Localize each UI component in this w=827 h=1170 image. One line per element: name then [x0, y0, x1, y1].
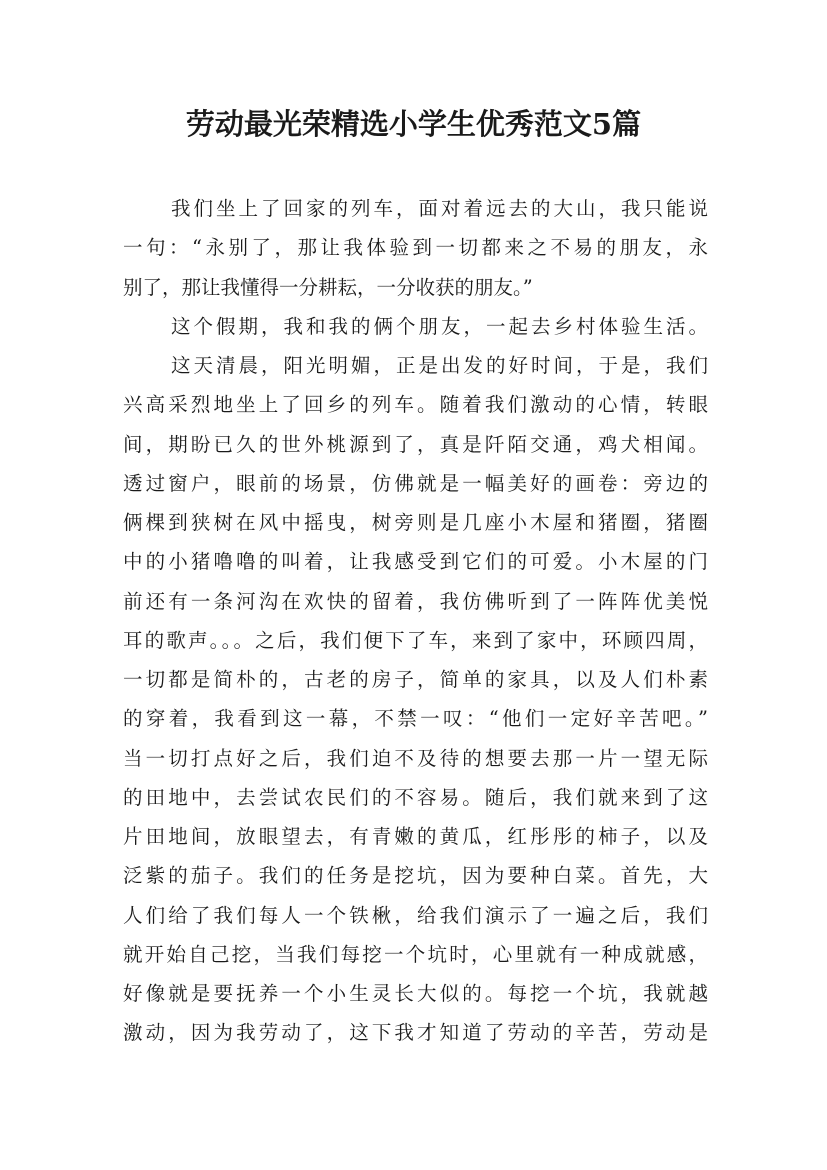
- text-line: 耳的歌声。。。之后，我们便下了车，来到了家中，环顾四周，: [123, 628, 708, 652]
- document-body: [123, 189, 708, 1053]
- text-line: 别了，那让我懂得一分耕耘，一分收获的朋友。”: [123, 275, 533, 299]
- text-line: 激动，因为我劳动了，这下我才知道了劳动的辛苦，劳动是: [123, 1021, 708, 1045]
- text-line: 就开始自己挖，当我们每挖一个坑时，心里就有一种成就感，: [123, 942, 708, 966]
- text-line: 这天清晨，阳光明媚，正是出发的好时间，于是，我们: [171, 354, 708, 377]
- text-line: 人们给了我们每人一个铁楸，给我们演示了一遍之后，我们: [123, 903, 708, 927]
- text-line: 一句：“永别了，那让我体验到一切都来之不易的朋友，永: [123, 236, 708, 260]
- text-line: 我们坐上了回家的列车，面对着远去的大山，我只能说: [171, 197, 708, 220]
- document-title: 劳动最光荣精选小学生优秀范文5篇: [185, 107, 642, 141]
- text-line: 兴高采烈地坐上了回乡的列车。随着我们激动的心情，转眼: [123, 393, 708, 417]
- text-line: 好像就是要抚养一个小生灵长大似的。每挖一个坑，我就越: [123, 982, 708, 1005]
- text-line: 当一切打点好之后，我们迫不及待的想要去那一片一望无际: [123, 746, 708, 770]
- text-line: 片田地间，放眼望去，有青嫩的黄瓜，红彤彤的柿子，以及: [123, 825, 708, 848]
- text-line: 透过窗户，眼前的场景，仿佛就是一幅美好的画卷：旁边的: [123, 471, 708, 495]
- text-line: 泛紫的茄子。我们的任务是挖坑，因为要种白菜。首先，大: [123, 864, 708, 888]
- text-line: 俩棵到狭树在风中摇曳，树旁则是几座小木屋和猪圈，猪圈: [123, 511, 708, 534]
- text-line: 的穿着，我看到这一幕，不禁一叹：“他们一定好辛苦吧。”: [123, 707, 708, 731]
- text-line: 中的小猪噜噜的叫着，让我感受到它们的可爱。小木屋的门: [123, 550, 708, 574]
- text-line: 的田地中，去尝试农民们的不容易。随后，我们就来到了这: [123, 785, 708, 809]
- text-line: 前还有一条河沟在欢快的留着，我仿佛听到了一阵阵优美悦: [123, 589, 708, 613]
- text-line: 间，期盼已久的世外桃源到了，真是阡陌交通，鸡犬相闻。: [123, 432, 708, 456]
- text-line: 这个假期，我和我的俩个朋友，一起去乡村体验生活。: [171, 314, 708, 338]
- text-line: 一切都是简朴的，古老的房子，简单的家具，以及人们朴素: [123, 668, 708, 691]
